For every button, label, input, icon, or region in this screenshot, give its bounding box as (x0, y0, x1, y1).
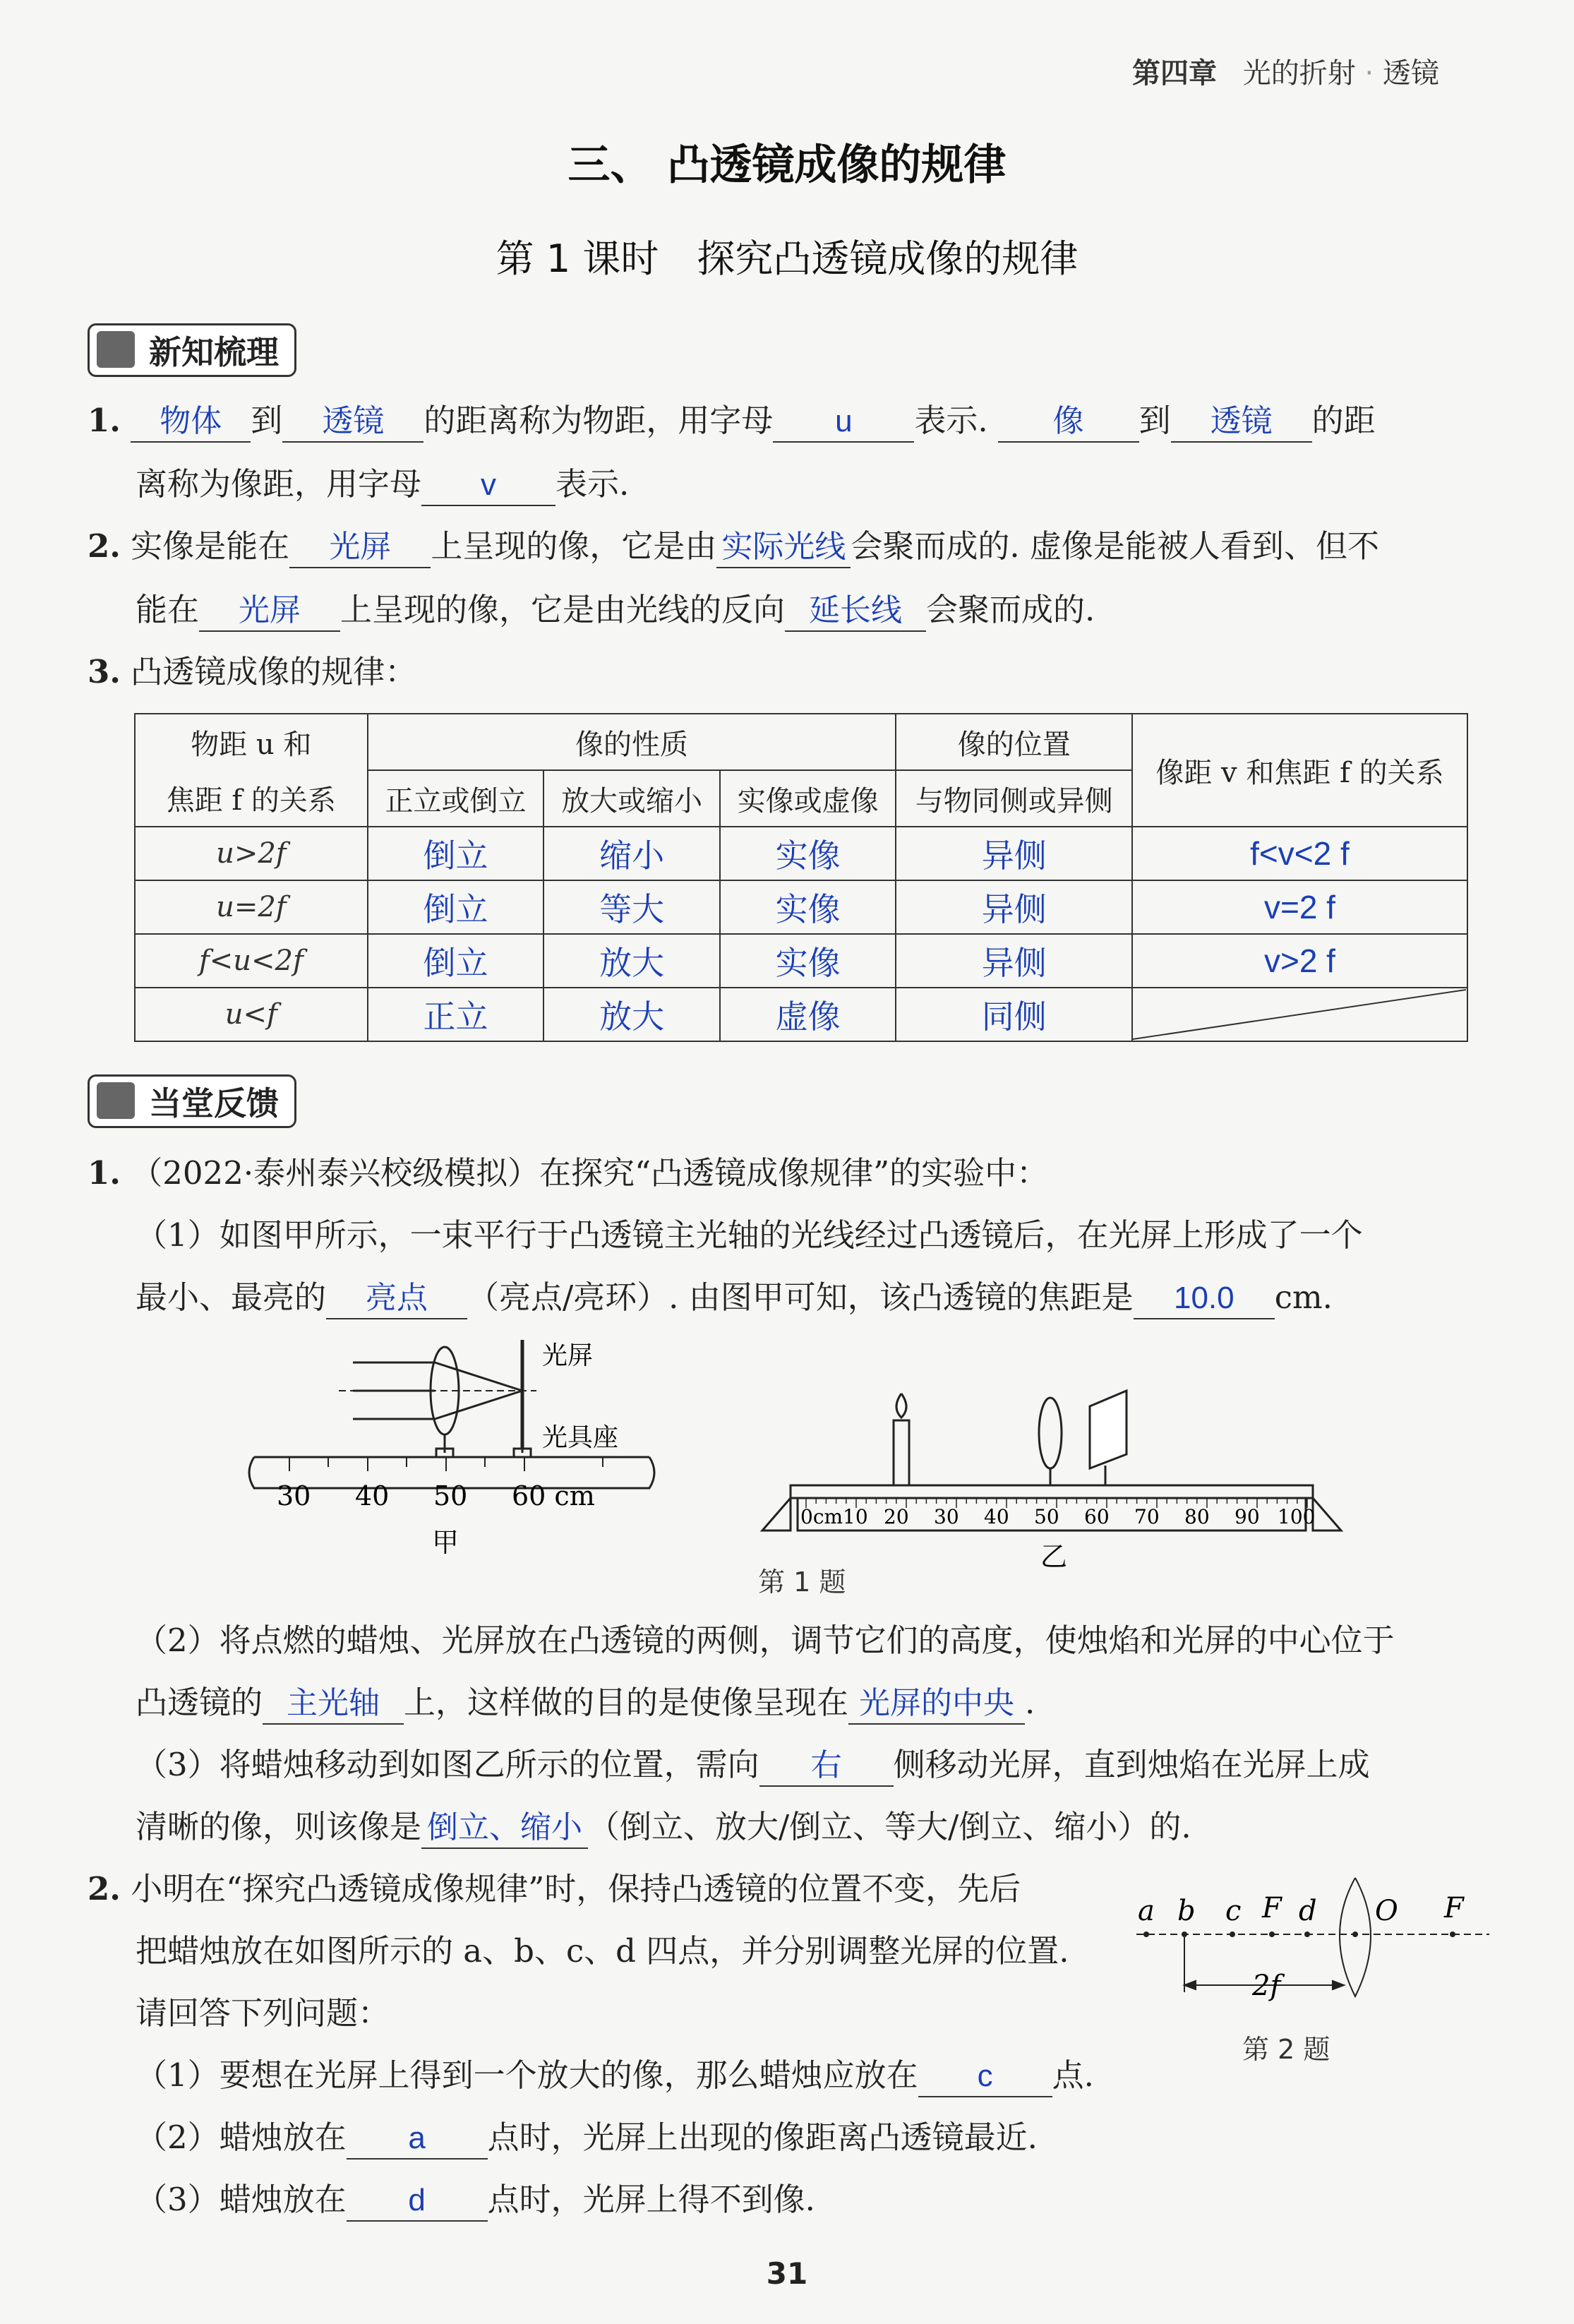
text: 最小、最亮的 (136, 1278, 327, 1316)
text: 的距 (1311, 402, 1376, 439)
fb1-part1-cont (136, 1276, 1333, 1319)
answer-blank: v (421, 465, 555, 506)
text: 离称为像距，用字母 (136, 465, 422, 503)
chapter-label: 第四章 (1132, 57, 1217, 90)
point-d-label: d (1299, 1895, 1317, 1927)
page-number: 31 (766, 2256, 808, 2291)
answer-blank: u (773, 402, 914, 443)
question-2-cont (136, 589, 1095, 632)
header-dot: · (1364, 57, 1374, 90)
text: （倒立、放大/倒立、等大/倒立、缩小）的. (588, 1808, 1191, 1845)
table-row (135, 988, 1467, 1041)
condition-cell: u=2f (135, 880, 368, 934)
figure-b (748, 1348, 1369, 1574)
feedback-question-1 (88, 1152, 1048, 1194)
text: （2）将点燃的蜡烛、光屏放在凸透镜的两侧，调节它们的高度，使烛焰和光屏的中心位于 (136, 1622, 1395, 1659)
answer-cell: v>2 f (1132, 934, 1467, 988)
tick-label: 90 (1234, 1505, 1260, 1528)
condition-cell: f<u<2f (135, 934, 368, 988)
text: 上呈现的像，它是由光线的反向 (340, 591, 786, 628)
question-number: 1. (88, 1154, 121, 1192)
feedback-question-2 (88, 1868, 1021, 1910)
answer-blank: 亮点 (326, 1278, 467, 1319)
text: 会聚而成的. 虚像是能被人看到、但不 (851, 527, 1379, 565)
answer-cell: 同侧 (896, 988, 1131, 1041)
text: （2）蜡烛放在 (136, 2119, 347, 2156)
text: 凸透镜的 (136, 1684, 263, 1721)
two-f-label: 2f (1252, 1970, 1281, 2002)
figure-a (240, 1327, 663, 1560)
answer-cell: 实像 (720, 827, 896, 880)
answer-cell: v=2 f (1132, 880, 1467, 934)
answer-blank: a (347, 2119, 488, 2160)
answer-blank: 10.0 (1134, 1278, 1275, 1319)
text: 实像是能在 (131, 527, 290, 565)
focus-right-label: F (1444, 1892, 1464, 1924)
table-row (135, 934, 1467, 988)
answer-cell: f<v<2 f (1132, 827, 1467, 880)
question-number: 2. (88, 1870, 121, 1907)
subheader-real-virtual: 实像或虚像 (720, 770, 896, 827)
text: 点. (1052, 2056, 1094, 2094)
tick-label: 50 (433, 1480, 468, 1511)
header-focal-relation: 焦距 f 的关系 (135, 770, 368, 827)
section-new-knowledge (88, 323, 296, 377)
topic-label-2: 透镜 (1382, 57, 1439, 90)
text: 点时，光屏上出现的像距离凸透镜最近. (487, 2119, 1038, 2156)
page-title: 三、 凸透镜成像的规律 (567, 140, 1007, 190)
answer-cell: 异侧 (896, 934, 1131, 988)
fb1-part1 (136, 1214, 1363, 1257)
checkbox-icon (97, 1082, 135, 1119)
tick-label: 0cm10 (800, 1505, 868, 1528)
answer-cell: 正立 (368, 988, 544, 1041)
table-row (135, 827, 1467, 880)
text: 表示. (914, 402, 988, 439)
figure-label-b: 乙 (1040, 1541, 1068, 1572)
tick-label: 100 (1278, 1505, 1316, 1528)
text: （3）蜡烛放在 (136, 2181, 347, 2218)
subheader-upright: 正立或倒立 (368, 770, 544, 827)
figure-2 (1122, 1864, 1503, 2047)
text: 清晰的像，则该像是 (136, 1808, 422, 1845)
table-row (135, 880, 1467, 934)
tick-label: 40 (355, 1480, 390, 1511)
answer-cell: 倒立 (368, 934, 544, 988)
text: 上呈现的像，它是由 (431, 527, 717, 565)
point-b-label: b (1177, 1895, 1196, 1927)
text: 的距离称为物距，用字母 (423, 402, 774, 439)
fb2-line3 (136, 1992, 390, 2035)
section-title: 当堂反馈 (149, 1084, 279, 1122)
text: 凸透镜成像的规律： (131, 653, 417, 690)
answer-blank: 倒立、缩小 (421, 1808, 588, 1849)
condition-cell: u>2f (135, 827, 368, 880)
lesson-subtitle: 第 1 课时 探究凸透镜成像的规律 (495, 236, 1079, 281)
question-3 (88, 651, 416, 693)
diagonal-line (1133, 988, 1466, 1041)
answer-cell: 等大 (543, 880, 720, 934)
answer-cell: 异侧 (896, 827, 1131, 880)
header-image-position: 像的位置 (896, 714, 1131, 770)
running-header (1132, 51, 1439, 91)
header-object-distance: 物距 u 和 (135, 714, 368, 770)
text: 表示. (555, 465, 630, 503)
fb1-part3 (136, 1744, 1370, 1787)
imaging-rule-table (134, 713, 1468, 1042)
answer-blank: 物体 (131, 402, 251, 443)
text: 到 (1139, 402, 1171, 439)
header-image-distance-relation: 像距 v 和焦距 f 的关系 (1132, 714, 1467, 827)
point-a-label: a (1138, 1895, 1155, 1927)
answer-blank: 右 (759, 1746, 894, 1787)
text: 能在 (136, 591, 200, 628)
tick-label: 80 (1184, 1505, 1210, 1528)
answer-cell: 异侧 (896, 880, 1131, 934)
screen-label: 光屏 (542, 1341, 594, 1370)
tick-label: 50 (1034, 1505, 1059, 1528)
tick-label: 30 (934, 1505, 959, 1528)
fb1-part2 (136, 1619, 1395, 1662)
question-1-cont (136, 463, 629, 506)
tick-label: 70 (1134, 1505, 1160, 1528)
answer-cell: 实像 (720, 880, 896, 934)
section-feedback (88, 1074, 296, 1128)
text: cm. (1274, 1278, 1333, 1316)
figure-1-caption: 第 1 题 (758, 1567, 846, 1598)
text: . (1025, 1684, 1035, 1721)
tick-label: 60 (1084, 1505, 1110, 1528)
answer-blank: 透镜 (282, 402, 423, 443)
text: （3）将蜡烛移动到如图乙所示的位置，需向 (136, 1746, 759, 1783)
text: 到 (251, 402, 283, 439)
tick-label: 60 cm (512, 1480, 595, 1511)
topic-label: 光的折射 (1242, 57, 1356, 90)
figure-2-caption: 第 2 题 (1242, 2034, 1330, 2065)
checkbox-icon (97, 331, 135, 368)
bench-label: 光具座 (542, 1423, 619, 1452)
text: 把蜡烛放在如图所示的 a、b、c、d 四点，并分别调整光屏的位置. (136, 1932, 1069, 1970)
condition-cell: u<f (135, 988, 368, 1041)
answer-cell: 虚像 (720, 988, 896, 1041)
tick-label: 30 (277, 1480, 311, 1511)
diagonal-empty-cell (1132, 988, 1467, 1041)
figure-label-a: 甲 (432, 1527, 459, 1558)
fb1-part2-cont (136, 1682, 1035, 1725)
answer-cell: 实像 (720, 934, 896, 988)
question-2 (88, 525, 1379, 568)
fb2-sub3 (136, 2179, 815, 2222)
text: 点时，光屏上得不到像. (487, 2181, 815, 2218)
subheader-magnify: 放大或缩小 (543, 770, 720, 827)
text: 请回答下列问题： (136, 1994, 390, 2032)
fb2-sub2 (136, 2116, 1038, 2160)
answer-blank: 实际光线 (716, 527, 851, 568)
answer-blank: 延长线 (785, 591, 926, 632)
fb2-sub1 (136, 2054, 1094, 2097)
fb1-part3-cont (136, 1806, 1191, 1849)
question-number: 2. (88, 527, 121, 565)
fb2-line2 (136, 1930, 1069, 1972)
question-number: 1. (88, 402, 121, 439)
text: 小明在“探究凸透镜成像规律”时，保持凸透镜的位置不变，先后 (131, 1870, 1021, 1907)
text: 上，这样做的目的是使像呈现在 (404, 1684, 849, 1721)
answer-cell: 倒立 (368, 827, 544, 880)
text: 会聚而成的. (926, 591, 1095, 628)
answer-blank: c (918, 2056, 1052, 2097)
answer-blank: 主光轴 (263, 1684, 404, 1725)
answer-blank: 透镜 (1171, 402, 1312, 443)
optical-center-label: O (1375, 1895, 1398, 1927)
answer-blank: 像 (998, 402, 1139, 443)
text: （1）如图甲所示，一束平行于凸透镜主光轴的光线经过凸透镜后，在光屏上形成了一个 (136, 1216, 1363, 1254)
answer-blank: d (347, 2181, 488, 2222)
header-image-nature: 像的性质 (368, 714, 896, 770)
text: 侧移动光屏，直到烛焰在光屏上成 (893, 1746, 1370, 1783)
answer-blank: 光屏的中央 (848, 1684, 1025, 1725)
answer-blank: 光屏 (289, 527, 431, 568)
answer-cell: 放大 (543, 988, 720, 1041)
tick-label: 40 (984, 1505, 1009, 1528)
section-title: 新知梳理 (149, 333, 279, 371)
answer-blank: 光屏 (199, 591, 340, 632)
answer-cell: 缩小 (543, 827, 720, 880)
text: （1）要想在光屏上得到一个放大的像，那么蜡烛应放在 (136, 2056, 918, 2094)
question-1 (88, 400, 1376, 443)
tick-label: 20 (884, 1505, 909, 1528)
answer-cell: 放大 (543, 934, 720, 988)
question-number: 3. (88, 653, 121, 690)
text: （2022·泰州泰兴校级模拟）在探究“凸透镜成像规律”的实验中： (131, 1154, 1049, 1192)
subheader-side: 与物同侧或异侧 (896, 770, 1131, 827)
point-c-label: c (1225, 1895, 1242, 1927)
focus-left-label: F (1262, 1892, 1282, 1924)
answer-cell: 倒立 (368, 880, 544, 934)
text: （亮点/亮环）. 由图甲可知，该凸透镜的焦距是 (467, 1278, 1134, 1316)
